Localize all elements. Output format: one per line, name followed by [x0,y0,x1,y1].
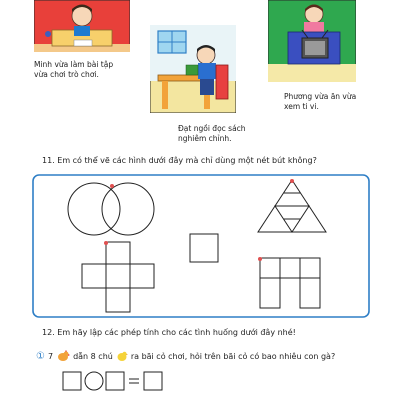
item-mid-text: dẫn 8 chú [73,351,113,361]
picture-minh-caption: Minh vừa làm bài tập vừa chơi trò chơi. [34,60,114,79]
picture-dat-caption: Đạt ngồi đọc sách nghiêm chỉnh. [178,124,246,143]
item-marker: ① [36,350,45,362]
chick-icon [116,350,128,362]
shape-square [188,232,222,266]
picture-phuong-caption: Phương vừa ăn vừa xem ti vi. [284,92,357,111]
picture-minh [34,0,130,52]
item-tail-text: ra bãi cỏ chơi, hỏi trên bãi cỏ có bao nhiêu con gà? [130,351,336,361]
hen-icon [56,350,70,362]
picture-phuong [268,0,356,82]
question-12-item-1 [36,350,335,362]
answer-boxes [62,370,172,392]
shape-triangle-grid [256,178,328,234]
picture-dat [150,25,236,113]
question-12-text: 12. Em hãy lập các phép tính cho các tình huống dưới đây nhé! [42,328,296,337]
shape-cross [76,240,160,314]
question-11-text: 11. Em có thể vẽ các hình dưới đây mà chỉ dùng một nét bút không? [42,156,317,165]
shape-steps [256,254,326,314]
count-hens: 7 [47,351,54,361]
shape-two-circles [66,180,158,238]
